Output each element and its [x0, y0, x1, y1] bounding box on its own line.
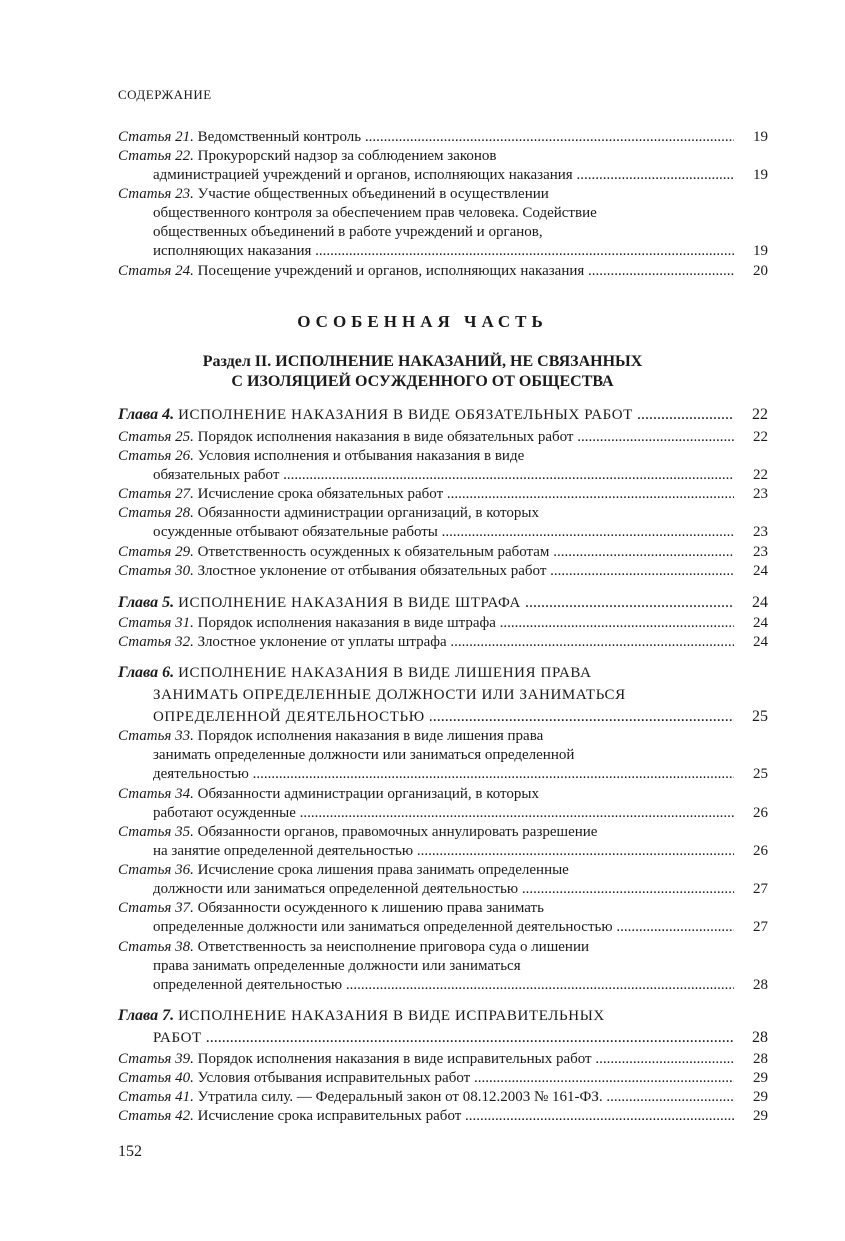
- toc-page-number: 29: [753, 1070, 768, 1086]
- toc-entry-title: Порядок исполнения наказания в виде лишения права: [197, 728, 544, 744]
- toc-entry-line: [118, 204, 768, 223]
- toc-entry-text-with-leader: [118, 1050, 734, 1069]
- running-head: СОДЕРЖАНИЕ: [118, 87, 212, 102]
- toc-entry-title: Условия отбывания исправительных работ: [197, 1070, 471, 1086]
- toc-entry-title: Исчисление срока обязательных работ: [197, 486, 444, 502]
- toc-entry-title: Ответственность за неисполнение приговора суда о лишении: [197, 939, 589, 955]
- toc-entry-label: Статья 29.: [118, 544, 194, 560]
- toc-entry-title: определенной деятельностью: [153, 977, 343, 993]
- toc-entry-line: [118, 804, 768, 823]
- toc-article-entry: [118, 128, 768, 147]
- toc-article-entry: [118, 727, 768, 784]
- toc-entry-line: [118, 466, 768, 485]
- toc-article-entry: [118, 447, 768, 485]
- toc-entry-line: [118, 1027, 768, 1049]
- toc-page-number: 19: [753, 129, 768, 145]
- toc-entry-label: Статья 37.: [118, 900, 194, 916]
- toc-entry-text-with-leader: [118, 404, 734, 426]
- toc-entry-line: [118, 880, 768, 899]
- toc-entry-line: [118, 523, 768, 542]
- toc-page-number: 27: [753, 881, 768, 897]
- toc-entry-label: Статья 38.: [118, 939, 194, 955]
- toc-entry-title: Условия исполнения и отбывания наказания в виде: [197, 448, 525, 464]
- toc-entry-label: Глава 4.: [118, 406, 175, 423]
- toc-entry-line: [118, 1050, 768, 1069]
- toc-entry-line: [118, 1107, 768, 1126]
- toc-page-number: 24: [752, 594, 768, 611]
- toc-entry-title: общественных объединений в работе учреждений и органов,: [153, 224, 543, 240]
- toc-entry-title: администрацией учреждений и органов, исполняющих наказания: [153, 167, 573, 183]
- toc-entry-line: [118, 1005, 768, 1027]
- toc-page-number: 24: [753, 634, 768, 650]
- toc-article-entry: [118, 938, 768, 995]
- toc-entry-title: должности или заниматься определенной деятельностью: [153, 881, 519, 897]
- toc-article-entry: [118, 504, 768, 542]
- toc-article-entry: [118, 147, 768, 185]
- toc-page-number: 25: [752, 708, 768, 725]
- toc-entry-label: Статья 27.: [118, 486, 194, 502]
- toc-entry-line: [118, 633, 768, 652]
- toc-entry-text-with-leader: [153, 842, 734, 861]
- toc-entry-line: [118, 861, 768, 880]
- toc-entry-title: Посещение учреждений и органов, исполняющих наказания: [197, 263, 585, 279]
- toc-entry-label: Глава 5.: [118, 594, 175, 611]
- toc-entry-text-with-leader: [118, 428, 734, 447]
- toc-entry-label: Статья 28.: [118, 505, 194, 521]
- toc-entry-label: Статья 42.: [118, 1108, 194, 1124]
- toc-entry-title: Участие общественных объединений в осуществлении: [197, 186, 549, 202]
- toc-entry-label: Статья 31.: [118, 615, 194, 631]
- toc-page-number: 24: [753, 563, 768, 579]
- toc-page-number: 24: [753, 615, 768, 631]
- toc-entry-label: Статья 41.: [118, 1089, 194, 1105]
- toc-entry-text-with-leader: [153, 880, 734, 899]
- toc-entry-title: обязательных работ: [153, 467, 280, 483]
- toc-entry-title: Обязанности администрации организаций, в которых: [197, 786, 539, 802]
- toc-entry-text-with-leader: [153, 523, 734, 542]
- toc-article-entry: [118, 899, 768, 937]
- toc-page-number: 20: [753, 263, 768, 279]
- toc-entry-line: [118, 128, 768, 147]
- toc-entry-title: Порядок исполнения наказания в виде обязательных работ: [197, 429, 574, 445]
- toc-entry-line: [118, 706, 768, 728]
- toc-entry-title: осужденные отбывают обязательные работы: [153, 524, 438, 540]
- toc-entry-title: Ответственность осужденных к обязательным работам: [197, 544, 550, 560]
- toc-entry-title: ОПРЕДЕЛЕННОЙ ДЕЯТЕЛЬНОСТЬЮ: [153, 709, 425, 725]
- toc-entry-title: исполняющих наказания: [153, 243, 312, 259]
- toc-entry-title: Прокурорский надзор за соблюдением законов: [197, 148, 497, 164]
- toc-entry-text-with-leader: [118, 1088, 734, 1107]
- toc-entry-text-with-leader: [153, 765, 734, 784]
- toc-entry-line: [118, 592, 768, 614]
- toc-entry-label: Статья 26.: [118, 448, 194, 464]
- toc-chapter-entry: [118, 404, 768, 426]
- toc-entry-text-with-leader: [153, 466, 734, 485]
- toc-entry-line: [118, 842, 768, 861]
- toc-entry-title: работают осужденные: [153, 805, 296, 821]
- toc-entry-label: Статья 35.: [118, 824, 194, 840]
- toc-entry-text-with-leader: [118, 262, 734, 281]
- toc-entry-title: занимать определенные должности или заниматься определенной: [153, 747, 575, 763]
- toc-entry-title: Злостное уклонение от отбывания обязательных работ: [197, 563, 547, 579]
- toc-entry-text-with-leader: [118, 543, 734, 562]
- toc-page-number: 28: [753, 977, 768, 993]
- toc-entry-line: [118, 746, 768, 765]
- section-title: [0, 352, 845, 392]
- toc-entry-title: права занимать определенные должности или заниматься: [153, 958, 521, 974]
- toc-entry-line: [118, 899, 768, 918]
- toc-entry-text-with-leader: [118, 128, 734, 147]
- toc-article-entry: [118, 823, 768, 861]
- toc-entry-title: ИСПОЛНЕНИЕ НАКАЗАНИЯ В ВИДЕ ЛИШЕНИЯ ПРАВА: [178, 665, 592, 681]
- toc-article-entry: [118, 562, 768, 581]
- toc-entry-line: [118, 823, 768, 842]
- toc-entry-title: на занятие определенной деятельностью: [153, 843, 414, 859]
- toc-entry-line: [118, 918, 768, 937]
- toc-entry-text-with-leader: [118, 633, 734, 652]
- toc-entry-label: Глава 6.: [118, 664, 175, 681]
- toc-entry-label: Статья 25.: [118, 429, 194, 445]
- toc-entry-title: РАБОТ: [153, 1030, 202, 1046]
- page-number: 152: [118, 1143, 142, 1160]
- toc-entry-title: Обязанности осужденного к лишению права занимать: [197, 900, 544, 916]
- toc-article-entry: [118, 1069, 768, 1088]
- toc-entry-title: ЗАНИМАТЬ ОПРЕДЕЛЕННЫЕ ДОЛЖНОСТИ ИЛИ ЗАНИМАТЬСЯ: [153, 687, 626, 703]
- toc-entry-title: общественного контроля за обеспечением прав человека. Содействие: [153, 205, 597, 221]
- toc-entry-text-with-leader: [153, 804, 734, 823]
- toc-entry-line: [118, 976, 768, 995]
- toc-article-entry: [118, 185, 768, 261]
- toc-entry-line: [118, 242, 768, 261]
- toc-entry-line: [118, 662, 768, 684]
- toc-page-number: 29: [753, 1089, 768, 1105]
- toc-entry-title: ИСПОЛНЕНИЕ НАКАЗАНИЯ В ВИДЕ ИСПРАВИТЕЛЬНЫХ: [178, 1008, 605, 1024]
- toc-entry-title: ИСПОЛНЕНИЕ НАКАЗАНИЯ В ВИДЕ ОБЯЗАТЕЛЬНЫХ РАБОТ: [178, 407, 633, 423]
- toc-entry-line: [118, 684, 768, 706]
- toc-entry-text-with-leader: [153, 706, 734, 728]
- toc-chapter-entry: [118, 1005, 768, 1049]
- toc-page-number: 22: [753, 467, 768, 483]
- toc-page-number: 23: [753, 486, 768, 502]
- toc-article-entry: [118, 1050, 768, 1069]
- toc-page-number: 26: [753, 843, 768, 859]
- toc-entry-line: [118, 727, 768, 746]
- part-title: ОСОБЕННАЯ ЧАСТЬ: [297, 312, 548, 331]
- toc-entry-line: [118, 147, 768, 166]
- toc-entry-line: [118, 404, 768, 426]
- toc-entry-label: Статья 34.: [118, 786, 194, 802]
- toc-entry-label: Статья 30.: [118, 563, 194, 579]
- toc-article-entry: [118, 614, 768, 633]
- toc-entry-line: [118, 428, 768, 447]
- toc-article-entry: [118, 1088, 768, 1107]
- toc-article-entry: [118, 861, 768, 899]
- toc-page-number: 28: [753, 1051, 768, 1067]
- toc-chapter-entry: [118, 592, 768, 614]
- toc-entry-title: ИСПОЛНЕНИЕ НАКАЗАНИЯ В ВИДЕ ШТРАФА: [178, 595, 521, 611]
- toc-entry-line: [118, 447, 768, 466]
- toc-page-number: 23: [753, 544, 768, 560]
- toc-page-number: 23: [753, 524, 768, 540]
- toc-entry-text-with-leader: [118, 485, 734, 504]
- toc-entry-label: Статья 33.: [118, 728, 194, 744]
- toc-entry-text-with-leader: [153, 976, 734, 995]
- toc-entry-text-with-leader: [153, 918, 734, 937]
- toc-chapter-entry: [118, 662, 768, 728]
- toc-article-entry: [118, 633, 768, 652]
- toc-entry-title: Обязанности администрации организаций, в которых: [197, 505, 539, 521]
- toc-entry-label: Статья 40.: [118, 1070, 194, 1086]
- toc-entry-text-with-leader: [153, 166, 734, 185]
- toc-entry-line: [118, 765, 768, 784]
- toc-entry-title: Обязанности органов, правомочных аннулировать разрешение: [197, 824, 598, 840]
- toc-page-number: 28: [752, 1029, 768, 1046]
- toc-entry-line: [118, 938, 768, 957]
- toc-entry-line: [118, 614, 768, 633]
- toc-page-number: 22: [752, 406, 768, 423]
- section-title-line-2: С ИЗОЛЯЦИЕЙ ОСУЖДЕННОГО ОТ ОБЩЕСТВА: [231, 373, 614, 390]
- toc-entry-title: Злостное уклонение от уплаты штрафа: [197, 634, 447, 650]
- toc-entry-title: Порядок исполнения наказания в виде штрафа: [197, 615, 496, 631]
- toc-entry-line: [118, 1088, 768, 1107]
- toc-entry-line: [118, 166, 768, 185]
- toc-entry-label: Статья 22.: [118, 148, 194, 164]
- toc-entry-title: Ведомственный контроль: [197, 129, 362, 145]
- toc-entry-text-with-leader: [118, 614, 734, 633]
- toc-entry-line: [118, 504, 768, 523]
- toc-entry-text-with-leader: [153, 1027, 734, 1049]
- toc-entry-title: Утратила силу. — Федеральный закон от 08.12.2003 № 161-ФЗ.: [197, 1089, 603, 1105]
- toc-entry-line: [118, 485, 768, 504]
- section-title-line-1: Раздел II. ИСПОЛНЕНИЕ НАКАЗАНИЙ, НЕ СВЯЗАННЫХ: [202, 353, 643, 370]
- toc-entry-label: Статья 32.: [118, 634, 194, 650]
- toc-entry-label: Статья 39.: [118, 1051, 194, 1067]
- toc-page-number: 26: [753, 805, 768, 821]
- toc-entry-text-with-leader: [118, 1069, 734, 1088]
- toc-entry-label: Статья 23.: [118, 186, 194, 202]
- toc-entry-label: Статья 21.: [118, 129, 194, 145]
- toc-entry-line: [118, 785, 768, 804]
- toc-entry-label: Статья 36.: [118, 862, 194, 878]
- toc-entry-label: Глава 7.: [118, 1007, 175, 1024]
- toc-entry-line: [118, 1069, 768, 1088]
- toc-entry-text-with-leader: [118, 592, 734, 614]
- toc-entry-title: Исчисление срока исправительных работ: [197, 1108, 462, 1124]
- toc-article-entry: [118, 785, 768, 823]
- toc-page-number: 25: [753, 766, 768, 782]
- toc-entry-title: Исчисление срока лишения права занимать определенные: [197, 862, 569, 878]
- toc-page-number: 19: [753, 243, 768, 259]
- toc-entry-text-with-leader: [118, 562, 734, 581]
- toc-page-number: 29: [753, 1108, 768, 1124]
- toc-article-entry: [118, 485, 768, 504]
- toc-entry-text-with-leader: [153, 242, 734, 261]
- toc-article-entry: [118, 428, 768, 447]
- toc-entry-line: [118, 223, 768, 242]
- toc-entry-line: [118, 185, 768, 204]
- toc-entry-title: деятельностью: [153, 766, 249, 782]
- toc-entry-line: [118, 957, 768, 976]
- toc-entry-label: Статья 24.: [118, 263, 194, 279]
- toc-entry-line: [118, 562, 768, 581]
- toc-entry-line: [118, 543, 768, 562]
- toc-entry-title: Порядок исполнения наказания в виде исправительных работ: [197, 1051, 592, 1067]
- toc-page-number: 27: [753, 919, 768, 935]
- toc-article-entry: [118, 262, 768, 281]
- toc-page-number: 19: [753, 167, 768, 183]
- toc-entry-line: [118, 262, 768, 281]
- toc-article-entry: [118, 1107, 768, 1126]
- toc-entry-title: определенные должности или заниматься определенной деятельностью: [153, 919, 613, 935]
- toc-page-number: 22: [753, 429, 768, 445]
- toc-article-entry: [118, 543, 768, 562]
- toc-entry-text-with-leader: [118, 1107, 734, 1126]
